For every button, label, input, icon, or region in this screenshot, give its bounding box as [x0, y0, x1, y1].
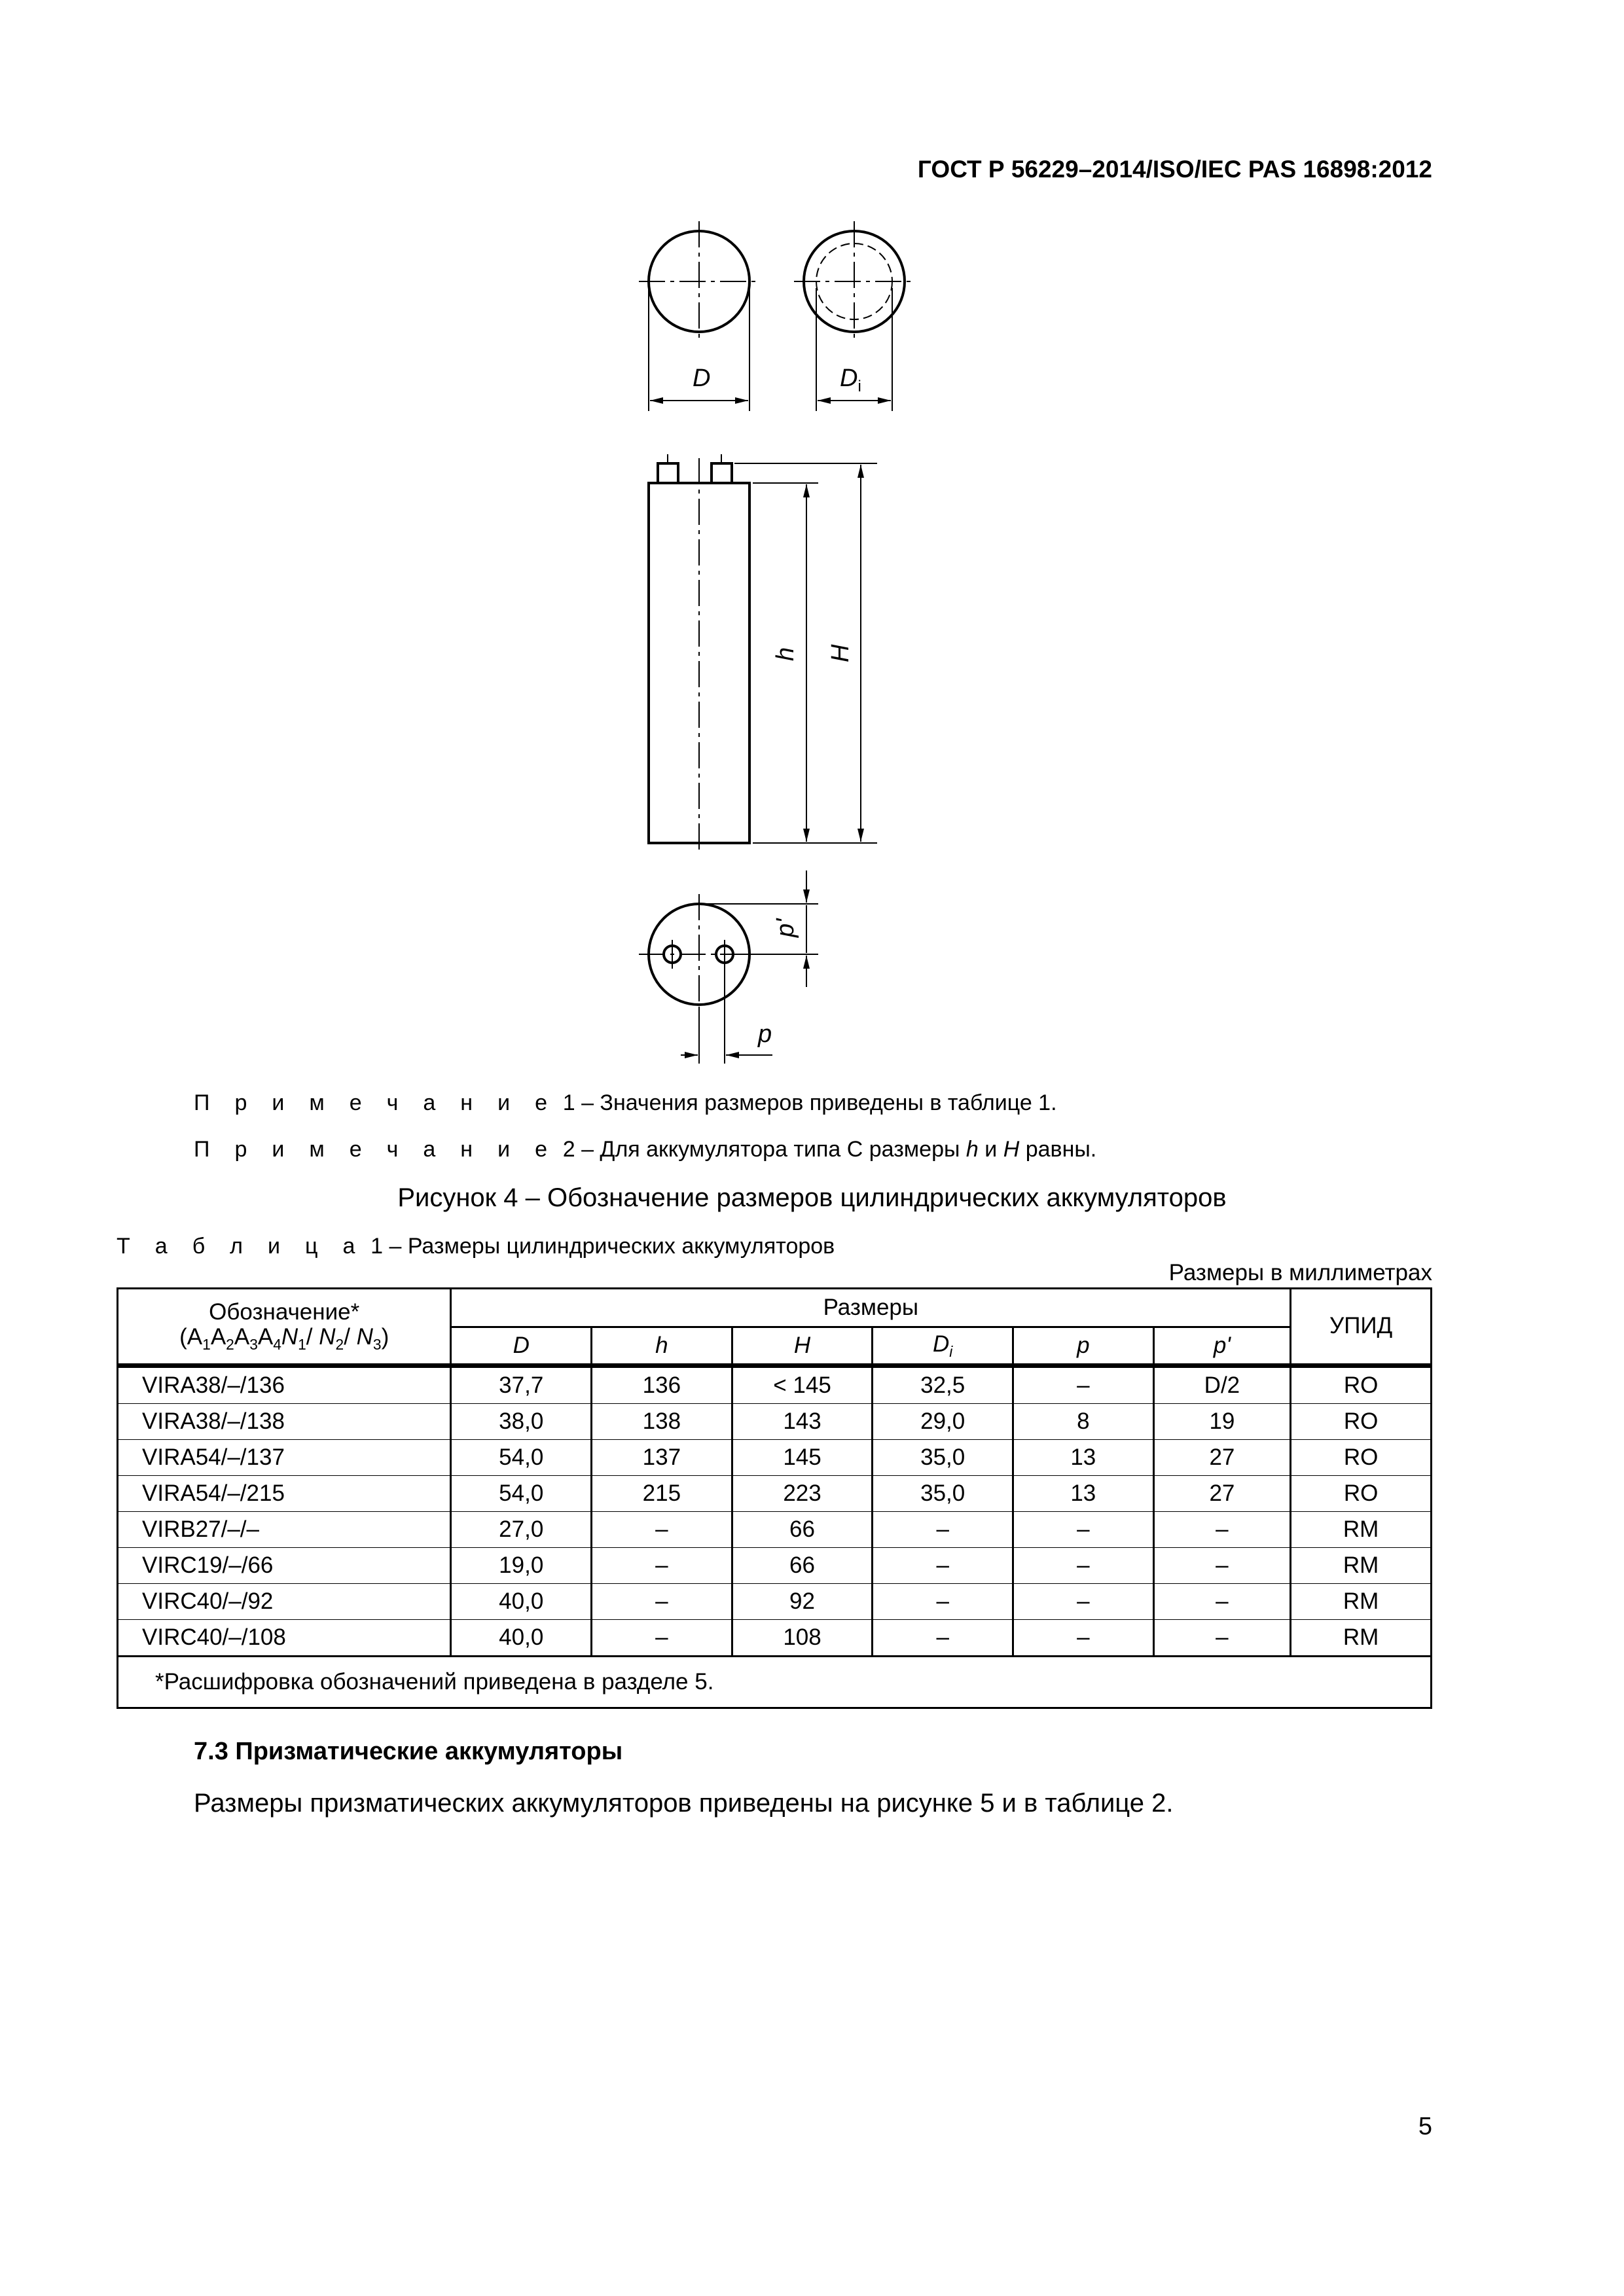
table-footnote-row: [118, 1657, 1432, 1708]
table-row: VIRB27/–/– 27,0 – 66 – – – RM: [118, 1512, 1432, 1548]
figure-4-drawing: [0, 0, 1624, 1113]
section-text: Размеры призматических аккумуляторов приведены на рисунке 5 и в таблице 2.: [194, 1789, 1174, 1818]
section-title: 7.3 Призматические аккумуляторы: [194, 1738, 623, 1765]
header-sizes: Размеры: [451, 1289, 1291, 1327]
subheader-p-prime: p': [1153, 1327, 1291, 1366]
subheader-h-total: H: [732, 1327, 873, 1366]
table-row: VIRC19/–/66 19,0 – 66 – – – RM: [118, 1548, 1432, 1584]
label-d: D: [693, 365, 711, 392]
figure-note-1: П р и м е ч а н и е 1 – Значения размеров приведены в таблице 1.: [194, 1090, 1057, 1115]
page-number: 5: [1418, 2113, 1432, 2140]
label-p-prime: p': [772, 918, 799, 937]
table-row: VIRA38/–/138 38,0 138 143 29,0 8 19 RO: [118, 1404, 1432, 1440]
label-h-total: H: [827, 644, 854, 662]
table-row: VIRA38/–/136 37,7 136 < 145 32,5 – D/2 RO: [118, 1366, 1432, 1404]
label-di: $D_i$: [840, 365, 861, 395]
table-row: VIRC40/–/108 40,0 – 108 – – – RM: [118, 1620, 1432, 1657]
table-units: Размеры в миллиметрах: [1168, 1260, 1432, 1285]
table-footnote: *Расшифровка обозначений приведена в разделе 5.: [118, 1657, 1432, 1708]
subheader-di: $D_i$: [873, 1327, 1013, 1366]
table-row: VIRA54/–/137 54,0 137 145 35,0 13 27 RO: [118, 1440, 1432, 1476]
subheader-h-small: h: [592, 1327, 732, 1366]
subheader-p: p: [1013, 1327, 1154, 1366]
header-upid: УПИД: [1291, 1289, 1432, 1366]
table-row: VIRC40/–/92 40,0 – 92 – – – RM: [118, 1584, 1432, 1620]
document-header: ГОСТ Р 56229–2014/ISO/IEC PAS 16898:2012: [917, 156, 1432, 183]
subheader-d: D: [451, 1327, 592, 1366]
figure-note-2: П р и м е ч а н и е 2 – Для аккумулятора типа С размеры h и H равны.: [194, 1137, 1097, 1162]
label-h-small: h: [772, 647, 799, 661]
designation-formula: ($A_1A_2A_3A_4N_1/$ $N_2/$ $N_3$): [179, 1324, 389, 1354]
table-row: VIRA54/–/215 54,0 215 223 35,0 13 27 RO: [118, 1476, 1432, 1512]
bottom-view: [639, 870, 818, 1064]
dimensions-table: [117, 1287, 1432, 1709]
table-title: Т а б л и ц а 1 – Размеры цилиндрических аккумуляторов: [117, 1234, 835, 1259]
header-designation: Обозначение* ($A_1A_2A_3A_4N_1/$ $N_2/$ $N_3$): [118, 1289, 451, 1366]
label-p: p: [758, 1020, 772, 1048]
figure-caption: Рисунок 4 – Обозначение размеров цилиндрических аккумуляторов: [397, 1183, 1227, 1212]
